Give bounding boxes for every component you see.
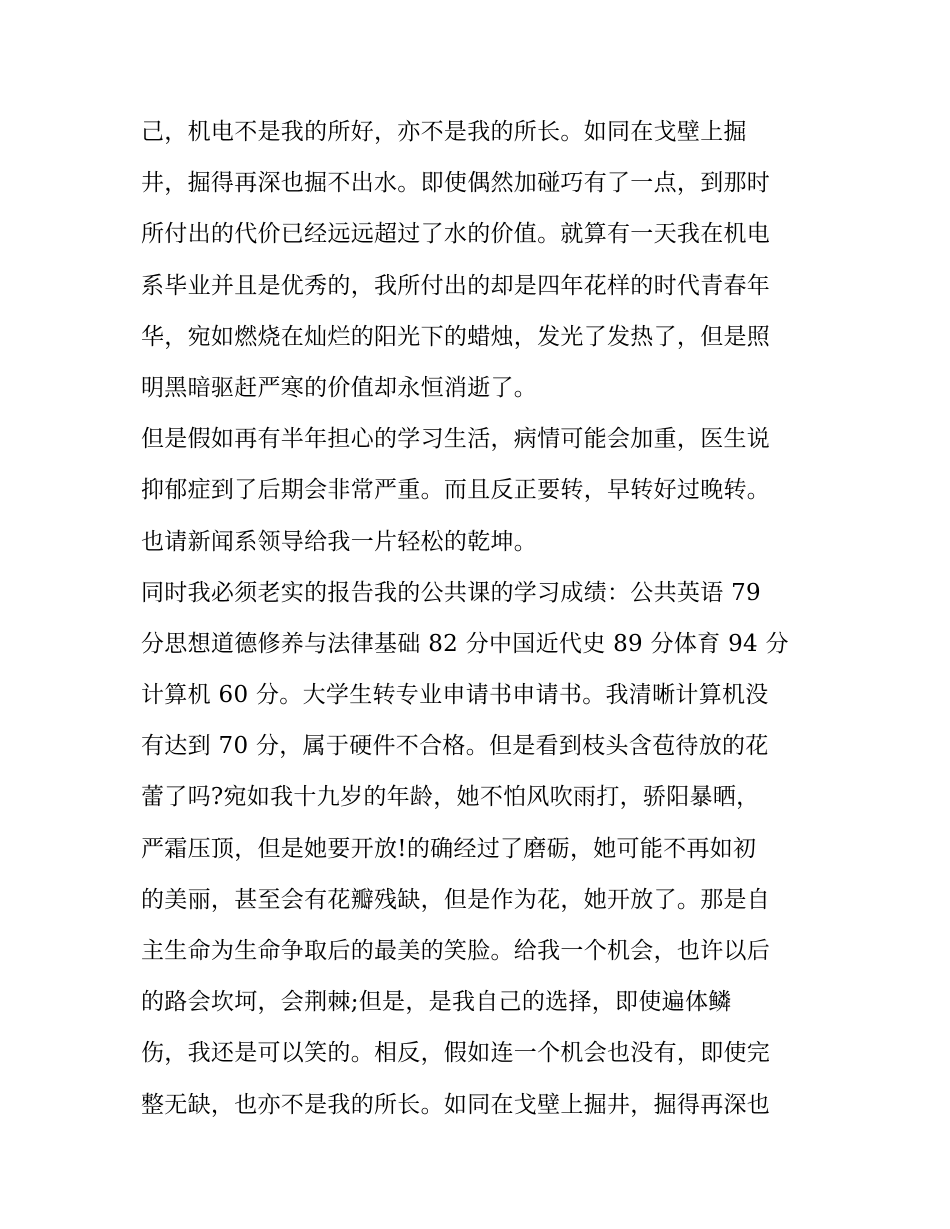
text-line: 同时我必须老实的报告我的公共课的学习成绩：公共英语 79 [141,579,761,606]
text-line: 有达到 70 分，属于硬件不合格。但是看到枝头含苞待放的花 [141,733,769,760]
text-line: 也请新闻系领导给我一片轻松的乾坤。 [141,528,538,555]
text-line: 蕾了吗?宛如我十九岁的年龄，她不怕风吹雨打，骄阳暴晒， [141,784,760,811]
text-line: 己，机电不是我的所好，亦不是我的所长。如同在戈壁上掘 [141,119,747,145]
text-line: 主生命为生命争取后的最美的笑脸。给我一个机会，也许以后 [141,938,771,964]
text-line: 的路会坎坷，会荆棘;但是，是我自己的选择，即使遍体鳞 [141,989,732,1016]
text-line: 井，掘得再深也掘不出水。即使偶然加碰巧有了一点，到那时 [141,170,771,197]
text-line: 计算机 60 分。大学生转专业申请书申请书。我清晰计算机没 [141,682,769,709]
text-line: 华，宛如燃烧在灿烂的阳光下的蜡烛，发光了发热了，但是照 [141,323,771,350]
text-line: 明黑暗驱赶严寒的价值却永恒消逝了。 [141,374,538,401]
text-line: 的美丽，甚至会有花瓣残缺，但是作为花，她开放了。那是自 [141,886,771,913]
text-line: 系毕业并且是优秀的，我所付出的却是四年花样的时代青春年 [141,272,771,299]
document-body [141,107,821,1131]
text-line: 分思想道德修养与法律基础 82 分中国近代史 89 分体育 94 分 [141,630,789,657]
text-line: 整无缺，也亦不是我的所长。如同在戈壁上掘井，掘得再深也 [141,1091,771,1118]
text-line: 伤，我还是可以笑的。相反，假如连一个机会也没有，即使完 [141,1040,771,1067]
text-line: 抑郁症到了后期会非常严重。而且反正要转，早转好过晚转。 [141,477,771,504]
text-line: 严霜压顶，但是她要开放!的确经过了磨砺，她可能不再如初 [141,835,757,862]
text-line: 但是假如再有半年担心的学习生活，病情可能会加重，医生说 [141,426,771,453]
text-line: 所付出的代价已经远远超过了水的价值。就算有一天我在机电 [141,221,771,248]
